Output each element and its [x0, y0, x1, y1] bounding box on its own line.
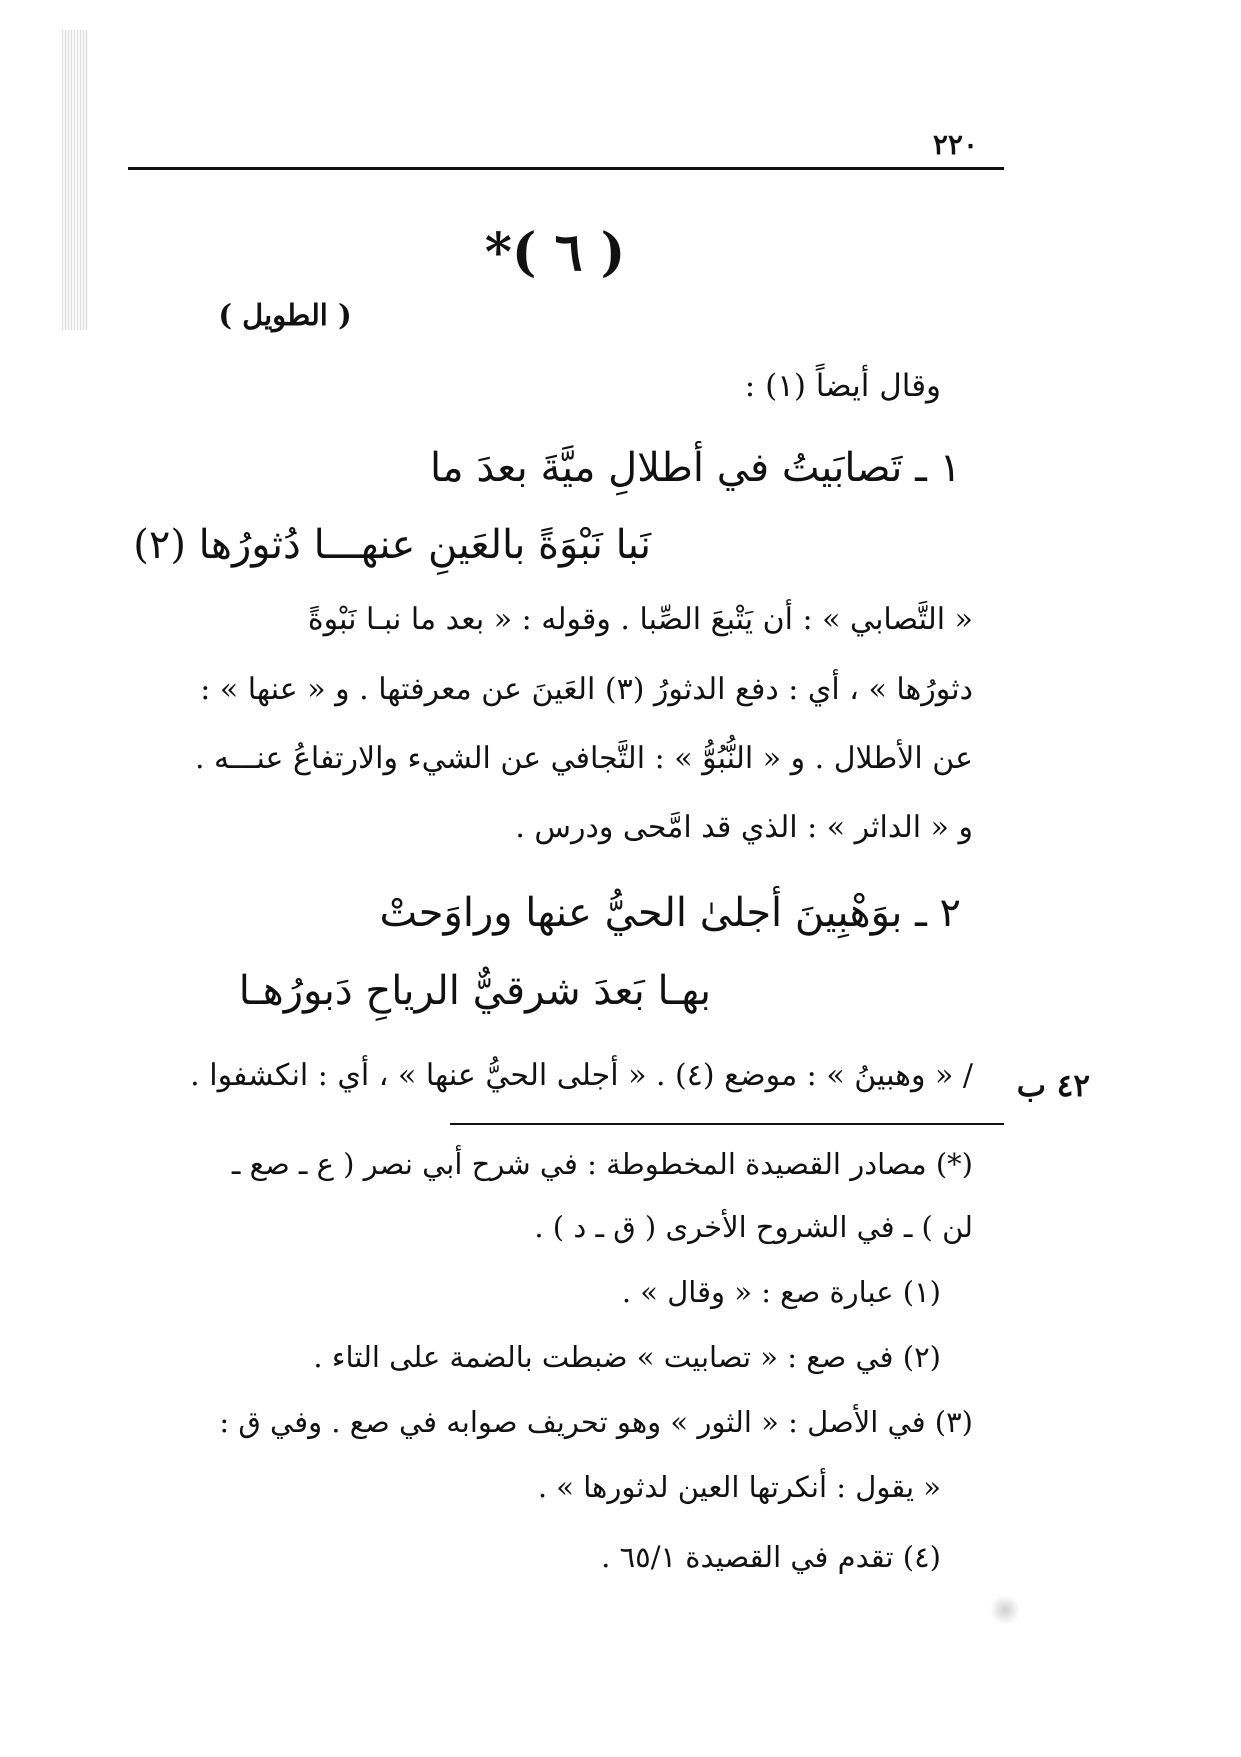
footnote-line: (*) مصادر القصيدة المخطوطة : في شرح أبي نصر ( ع ـ صع ـ [231, 1147, 973, 1181]
manuscript-folio-marker: ٤٢ ب [1016, 1068, 1090, 1104]
commentary-line: « التَّصابي » : أن يَتْبعَ الصِّبا . وقوله : « بعد ما نبـا نَبْوةً [307, 602, 973, 637]
footnote-line: لن ) ـ في الشروح الأخرى ( ق ـ د ) . [534, 1210, 973, 1244]
verse-2-first-hemistich: ٢ ـ بوَهْبِينَ أجلىٰ الحيُّ عنها وراوَحتْ [379, 890, 961, 936]
commentary-line: و « الداثر » : الذي قد امَّحى ودرس . [515, 810, 973, 845]
footnote-line: (١) عبارة صع : « وقال » . [621, 1275, 941, 1309]
footnote-rule [450, 1123, 1004, 1125]
poem-intro: وقال أيضاً (١) : [744, 368, 941, 404]
verse-1-first-hemistich: ١ ـ تَصابَيتُ في أطلالِ ميَّةَ بعدَ ما [429, 445, 961, 491]
commentary-line: / « وهبينُ » : موضع (٤) . « أجلى الحيُّ عنها » ، أي : انكشفوا . [190, 1058, 973, 1093]
commentary-line: دثورُها » ، أي : دفع الدثورُ (٣) العَينَ عن معرفتها . و « عنها » : [200, 672, 973, 707]
footnote-line: (٤) تقدم في القصيدة ٦٥/١ . [601, 1540, 941, 1574]
verse-1-second-hemistich: نَبا نَبْوَةً بالعَينِ عنهـــا دُثورُها (٢) [133, 522, 651, 568]
footnote-line: (٣) في الأصل : « الثور » وهو تحريف صوابه في صع . وفي ق : [219, 1405, 973, 1439]
commentary-line: عن الأطلال . و « النُّبُوُّ » : التَّجافي عن الشيء والارتفاعُ عنـــه . [194, 741, 973, 776]
scan-edge-shadow [62, 30, 88, 330]
verse-2-second-hemistich: بهـا بَعدَ شرقيٌّ الرياحِ دَبورُهـا [238, 968, 711, 1014]
header-rule [128, 167, 1004, 170]
meter-label: ( الطويل ) [218, 298, 352, 332]
poem-number: *( ٦ ) [484, 222, 626, 283]
scan-smudge [990, 1595, 1020, 1625]
footnote-line: « يقول : أنكرتها العين لدثورها » . [537, 1470, 941, 1504]
page-number: ٢٢٠ [932, 128, 978, 161]
footnote-line: (٢) في صع : « تصابيت » ضبطت بالضمة على التاء . [313, 1340, 941, 1374]
